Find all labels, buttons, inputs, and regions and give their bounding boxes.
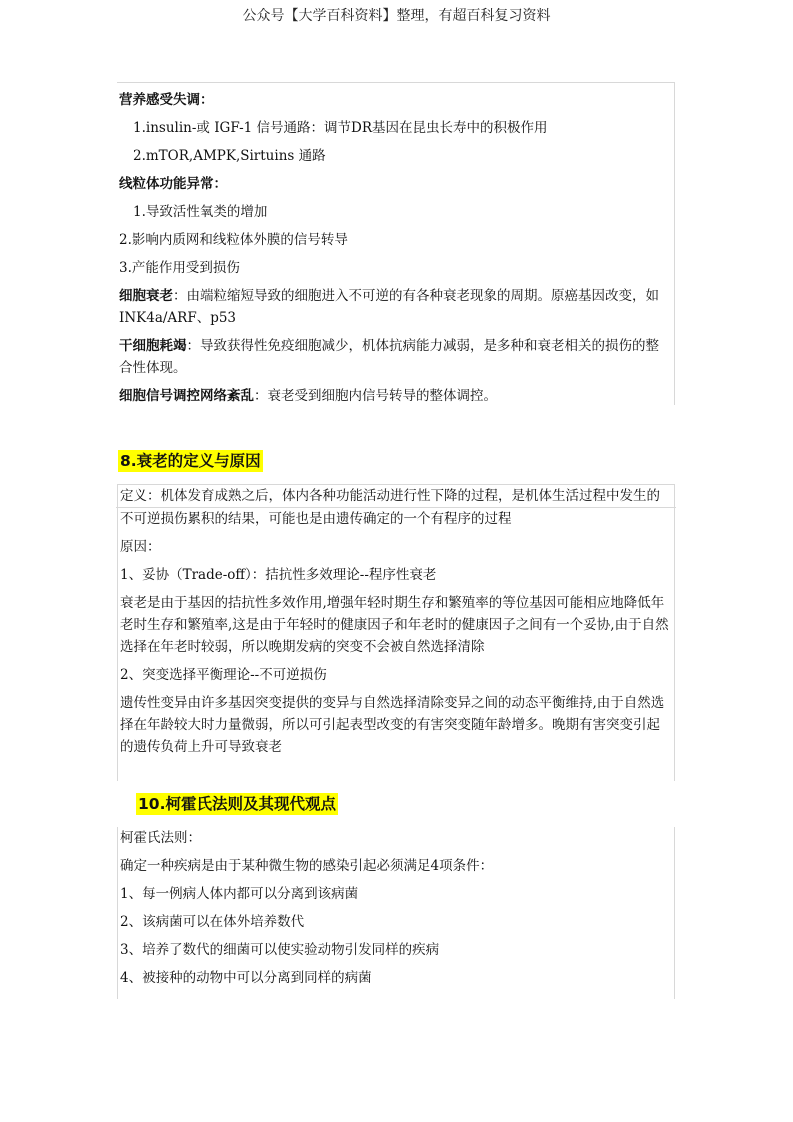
aging-definition-block	[117, 484, 675, 781]
mito-item-2: 2.影响内质网和线粒体外膜的信号转导	[119, 232, 348, 248]
cell-senescence-text: ：由端粒缩短导致的细胞进入不可逆的有各种衰老现象的周期。原癌基因改变，如INK4a/ARF、p53	[119, 288, 659, 326]
theory-2-title: 2、突变选择平衡理论--不可逆损伤	[120, 667, 327, 683]
mitochondria-title: 线粒体功能异常：	[119, 176, 227, 192]
mito-item-1: 1.导致活性氧类的增加	[133, 204, 268, 220]
nutrient-sensing-title: 营养感受失调：	[119, 92, 214, 108]
nutrient-item-2: 2.mTOR,AMPK,Sirtuins 通路	[133, 148, 326, 164]
stem-cell-paragraph	[117, 335, 674, 379]
section-8-heading: 8.衰老的定义与原因	[120, 452, 261, 470]
theory-1-text: 衰老是由于基因的拮抗性多效作用,增强年轻时期生存和繁殖率的等位基因可能相应地降低年老时生存和繁殖率,这是由于年轻时的健康因子和年老时的健康因子之间有一个妥协,由于自然选择在年老时较弱，所以晚期发病的突变不会被自然选择清除	[120, 595, 669, 655]
koch-postulates-block	[117, 827, 675, 999]
koch-rule-intro: 确定一种疾病是由于某种微生物的感染引起必须满足4项条件：	[120, 858, 494, 874]
koch-rule-label: 柯霍氏法则：	[120, 830, 201, 846]
mito-item-3: 3.产能作用受到损伤	[119, 260, 240, 276]
theory-2-text: 遗传性变异由许多基因突变提供的变异与自然选择清除变异之间的动态平衡维持,由于自然选择在年龄较大时力量微弱，所以可引起表型改变的有害突变随年龄增多。晚期有害突变引起的遗传负荷上升可导致衰老	[120, 695, 665, 755]
definition-line-1: 定义：机体发育成熟之后，体内各种功能活动进行性下降的过程，是机体生活过程中发生的	[120, 488, 660, 504]
page-header: 公众号【大学百科资料】整理，有超百科复习资料	[242, 8, 551, 24]
nutrient-item-1: 1.insulin-或 IGF-1 信号通路：调节DR基因在昆虫长寿中的积极作用	[133, 120, 548, 136]
section-10-heading: 10.柯霍氏法则及其现代观点	[138, 795, 336, 813]
cell-signal-label: 细胞信号调控网络紊乱	[119, 388, 254, 404]
stem-cell-text: ：导致获得性免疫细胞减少，机体抗病能力减弱，是多种和衰老相关的损伤的整合性体现。	[119, 338, 659, 376]
koch-condition-3: 3、培养了数代的细菌可以使实验动物引发同样的疾病	[120, 942, 440, 958]
cell-signal-text: ：衰老受到细胞内信号转导的整体调控。	[254, 388, 497, 404]
cause-label: 原因：	[120, 539, 161, 555]
cell-senescence-paragraph	[117, 285, 674, 329]
definition-line-2: 不可逆损伤累积的结果，可能也是由遗传确定的一个有程序的过程	[120, 511, 512, 527]
aging-causes-block	[117, 82, 675, 405]
cell-senescence-label: 细胞衰老	[119, 288, 173, 304]
cell-signal-paragraph	[117, 385, 674, 407]
koch-condition-4: 4、被接种的动物中可以分离到同样的病菌	[120, 970, 372, 986]
koch-condition-1: 1、每一例病人体内都可以分离到该病菌	[120, 886, 359, 902]
koch-condition-2: 2、该病菌可以在体外培养数代	[120, 914, 305, 930]
stem-cell-label: 干细胞耗竭	[119, 338, 187, 354]
theory-1-title: 1、妥协（Trade-off）：拮抗性多效理论--程序性衰老	[120, 567, 437, 583]
